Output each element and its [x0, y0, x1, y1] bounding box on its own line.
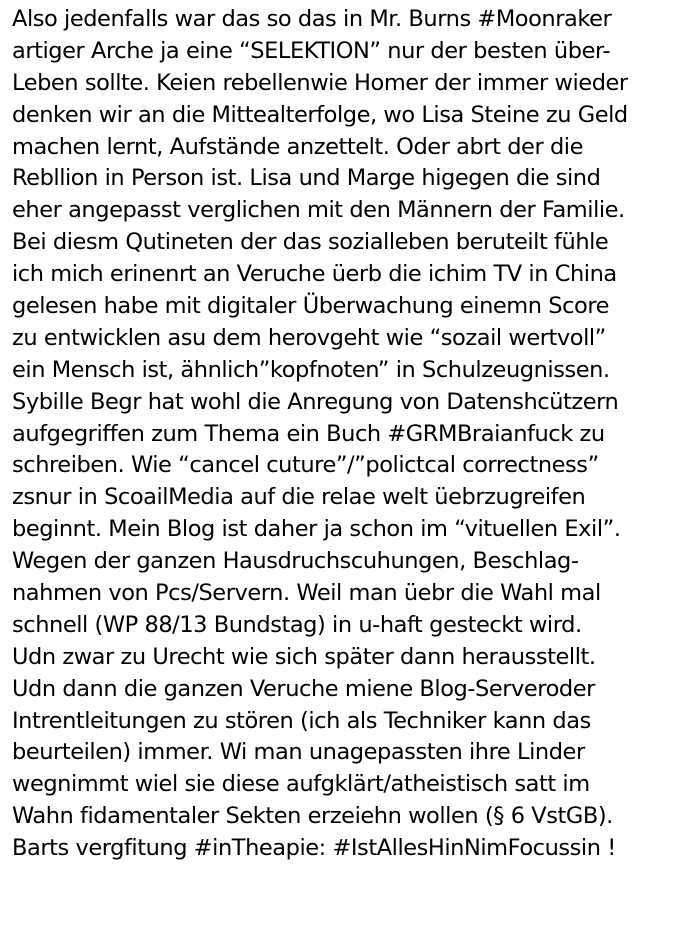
text-line: artiger Arche ja eine “SELEKTION” nur der besten über- — [12, 37, 610, 64]
text-line: Also jedenfalls war das so das in Mr. Burns #Moonraker — [12, 6, 612, 32]
text-line: gelesen habe mit digitaler Überwachung einemn Score — [12, 293, 610, 320]
text-line: beurteilen) immer. Wi man unagepassten ihre Linder — [12, 739, 585, 766]
text-line: ein Mensch ist, ähnlich”kopfnoten” in Schulzeugnissen. — [12, 356, 610, 383]
text-line: wegnimmt wiel sie diese aufgklärt/atheistisch satt im — [12, 771, 590, 798]
text-line: beginnt. Mein Blog ist daher ja schon im “vituellen Exil”. — [12, 516, 621, 543]
text-line: Wegen der ganzen Hausdruchscuhungen, Beschlag- — [12, 548, 579, 575]
text-line: Udn dann die ganzen Veruche miene Blog-Serveroder — [12, 675, 595, 702]
text-line: aufgegriffen zum Thema ein Buch #GRMBraianfuck zu — [12, 420, 605, 447]
text-line: nahmen von Pcs/Servern. Weil man üebr die Wahl mal — [12, 580, 601, 607]
text-line: zsnur in ScoailMedia auf die relae welt üebrzugreifen — [12, 484, 586, 511]
body-text — [12, 4, 682, 865]
text-line: machen lernt, Aufstände anzettelt. Oder abrt der die — [12, 133, 583, 160]
text-line: Intrentleitungen zu stören (ich als Techniker kann das — [12, 707, 591, 734]
text-line: Rebllion in Person ist. Lisa und Marge higegen die sind — [12, 165, 601, 192]
text-line: schreiben. Wie “cancel cuture”/”polictcal correctness” — [12, 452, 599, 479]
text-line: Udn zwar zu Urecht wie sich später dann herausstellt. — [12, 643, 596, 670]
text-line: eher angepasst verglichen mit den Männern der Familie. — [12, 197, 625, 224]
text-line: denken wir an die Mittealterfolge, wo Lisa Steine zu Geld — [12, 101, 628, 128]
text-line: zu entwicklen asu dem herovgeht wie “sozail wertvoll” — [12, 324, 606, 351]
text-line: Leben sollte. Keien rebellenwie Homer der immer wieder — [12, 69, 628, 96]
text-line: Sybille Begr hat wohl die Anregung von Datenshcützern — [12, 388, 619, 415]
text-line: Barts vergfitung #inTheapie: #IstAllesHinNimFocussin ! — [12, 835, 616, 862]
text-line: Wahn fidamentaler Sekten erzeiehn wollen (§ 6 VstGB). — [12, 803, 613, 830]
text-line: ich mich erinenrt an Veruche üerb die ichim TV in China — [12, 261, 617, 288]
text-line: Bei diesm Qutineten der das sozialleben beruteilt fühle — [12, 229, 609, 256]
text-line: schnell (WP 88/13 Bundstag) in u-haft gesteckt wird. — [12, 611, 582, 638]
